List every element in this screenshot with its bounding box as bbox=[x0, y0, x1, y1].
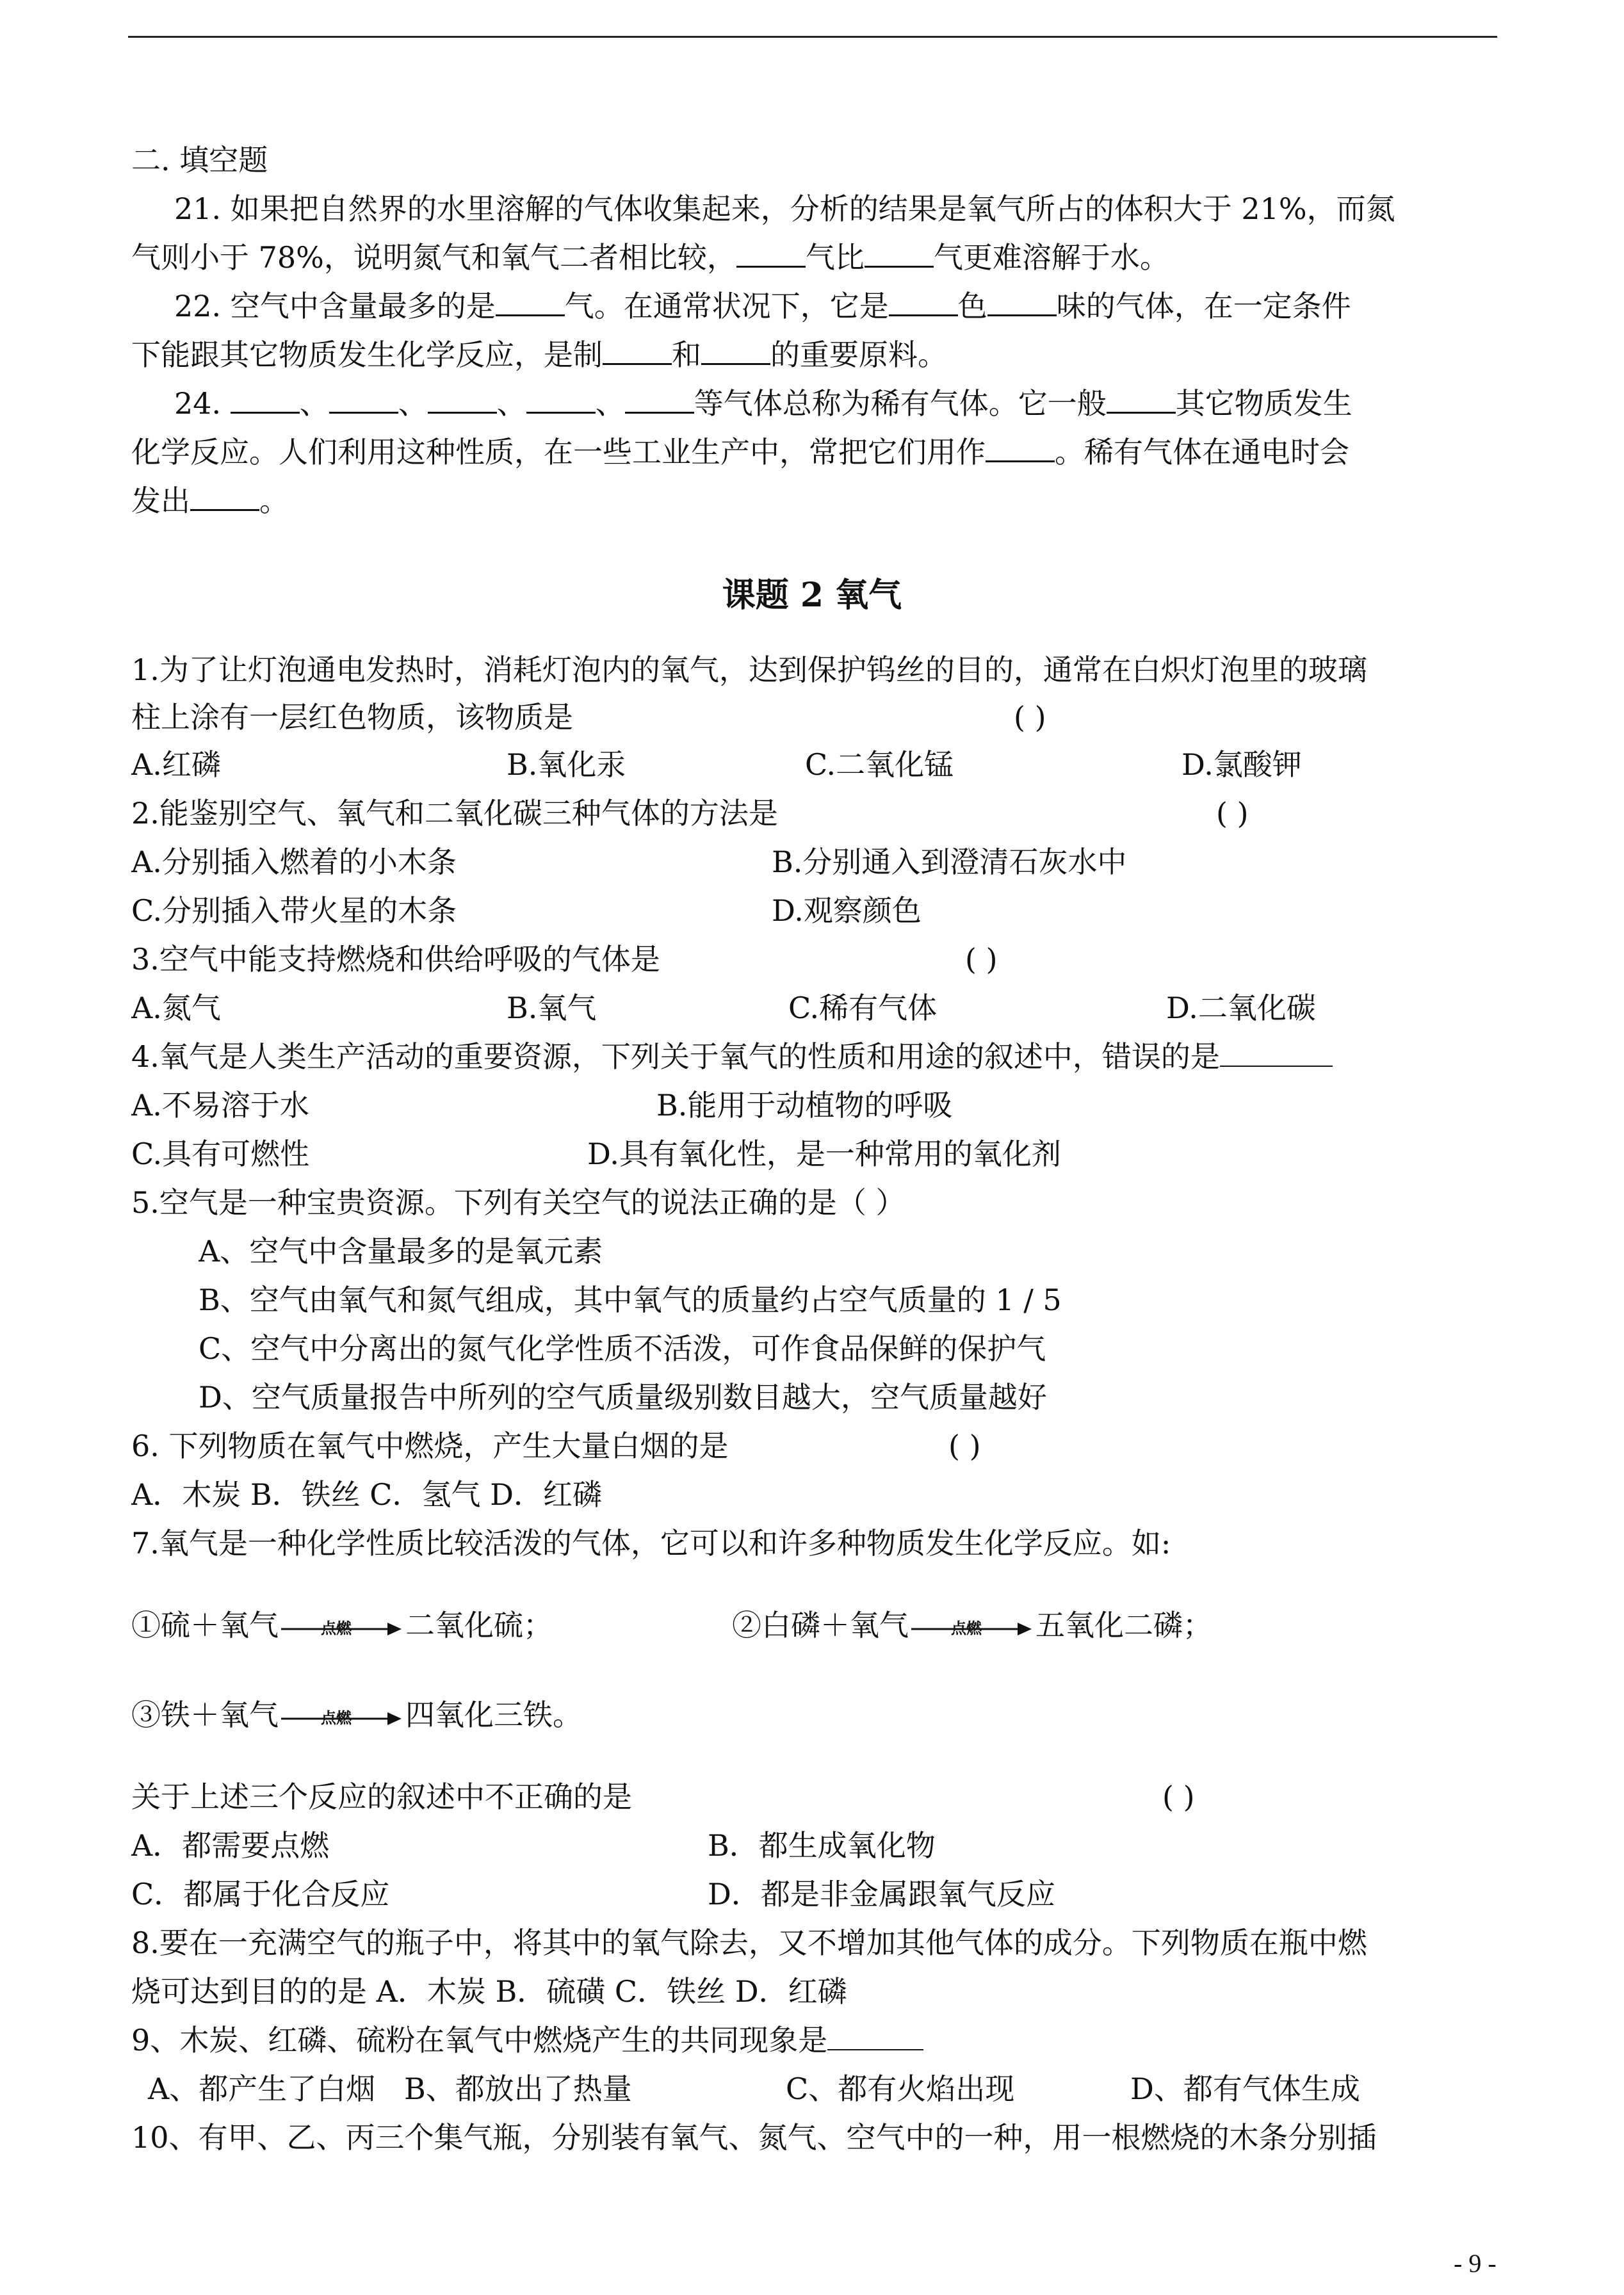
header-rule bbox=[128, 36, 1497, 38]
option-d[interactable]: D.二氧化碳 bbox=[1166, 991, 1316, 1025]
reaction-arrow: 点燃 bbox=[281, 1701, 403, 1733]
question-7-options-ab bbox=[131, 1821, 1502, 1870]
blank[interactable] bbox=[889, 289, 958, 316]
option-a[interactable]: A.氮气 bbox=[131, 991, 221, 1025]
reaction-3: ③铁＋氧气 点燃 四氧化三铁。 bbox=[131, 1698, 582, 1732]
question-24-line-3: 发出 。 bbox=[131, 483, 289, 518]
answer-paren[interactable]: ( ) bbox=[1162, 1780, 1195, 1814]
reaction-row-2 bbox=[131, 1691, 1502, 1739]
question-3-options bbox=[131, 984, 1502, 1032]
question-8-line-2: 烧可达到目的的是 A．木炭 B．硫磺 C．铁丝 D．红磷 bbox=[131, 1974, 847, 2009]
option-c[interactable]: C．都属于化合反应 bbox=[131, 1877, 390, 1911]
option-a[interactable]: A、空气中含量最多的是氧元素 bbox=[199, 1234, 603, 1269]
option-a[interactable]: A.不易溶于水 bbox=[131, 1088, 309, 1123]
option-a[interactable]: A．都需要点燃 bbox=[131, 1828, 330, 1863]
option-b[interactable]: B、都放出了热量 bbox=[404, 2072, 632, 2106]
answer-paren[interactable]: ( ) bbox=[1014, 700, 1046, 734]
question-7-stem: 7.氧气是一种化学性质比较活泼的气体，它可以和许多种物质发生化学反应。如: bbox=[131, 1526, 1171, 1561]
question-21-line-1: 21. 如果把自然界的水里溶解的气体收集起来，分析的结果是氧气所占的体积大于 21%，而氮 bbox=[174, 191, 1395, 226]
question-4-options-cd bbox=[131, 1130, 1502, 1178]
option-b[interactable]: B．都生成氧化物 bbox=[708, 1828, 936, 1863]
option-a[interactable]: A.分别插入燃着的小木条 bbox=[131, 845, 457, 879]
section-heading: 二. 填空题 bbox=[131, 143, 268, 177]
option-d[interactable]: D.氯酸钾 bbox=[1181, 747, 1302, 782]
question-9-options bbox=[131, 2064, 1502, 2113]
reaction-1: ①硫＋氧气 点燃 二氧化硫； bbox=[131, 1608, 553, 1642]
blank[interactable] bbox=[625, 386, 694, 414]
option-d[interactable]: D、都有气体生成 bbox=[1130, 2072, 1360, 2106]
blank[interactable] bbox=[701, 337, 770, 365]
question-9-stem: 9、木炭、红磷、硫粉在氧气中燃烧产生的共同现象是 bbox=[131, 2016, 1502, 2064]
blank[interactable] bbox=[603, 337, 672, 365]
reaction-row-1 bbox=[131, 1601, 1502, 1650]
question-6-stem: 6. 下列物质在氧气中燃烧，产生大量白烟的是 ( ) bbox=[131, 1422, 1502, 1470]
question-22-line-1: 22. 空气中含量最多的是 气。在通常状况下，它是 色 味的气体，在一定条件 bbox=[174, 289, 1351, 323]
option-b[interactable]: B.能用于动植物的呼吸 bbox=[656, 1088, 953, 1123]
blank[interactable] bbox=[987, 289, 1057, 316]
option-d[interactable]: D．都是非金属跟氧气反应 bbox=[708, 1877, 1055, 1911]
reaction-arrow: 点燃 bbox=[911, 1612, 1033, 1644]
option-a[interactable]: A.红磷 bbox=[131, 747, 221, 782]
question-21-line-2: 气则小于 78%，说明氮气和氧气二者相比较， 气比 气更难溶解于水。 bbox=[131, 240, 1169, 275]
question-10-line-1: 10、有甲、乙、丙三个集气瓶，分别装有氧气、氮气、空气中的一种，用一根燃烧的木条分别插 bbox=[131, 2120, 1377, 2155]
reaction-2: ②白磷＋氧气 点燃 五氧化二磷； bbox=[732, 1608, 1212, 1642]
question-7-options-cd bbox=[131, 1870, 1502, 1918]
blank[interactable] bbox=[986, 435, 1055, 462]
blank[interactable] bbox=[496, 289, 565, 316]
question-1-line-1: 1.为了让灯泡通电发热时，消耗灯泡内的氧气，达到保护钨丝的目的，通常在白炽灯泡里的玻璃 bbox=[131, 653, 1367, 687]
question-5-stem: 5.空气是一种宝贵资源。下列有关空气的说法正确的是（ ） bbox=[131, 1185, 905, 1220]
question-1-options bbox=[131, 740, 1502, 789]
question-2-options-cd bbox=[131, 886, 1502, 935]
question-2-stem: 2.能鉴别空气、氧气和二氧化碳三种气体的方法是 ( ) bbox=[131, 789, 1502, 838]
option-b[interactable]: B、空气由氧气和氮气组成，其中氧气的质量约占空气质量的 1 / 5 bbox=[199, 1283, 1062, 1317]
option-d[interactable]: D.具有氧化性，是一种常用的氧化剂 bbox=[587, 1137, 1061, 1171]
question-1-line-2: 柱上涂有一层红色物质，该物质是 ( ) bbox=[131, 693, 1502, 742]
option-a[interactable]: A、都产生了白烟 bbox=[148, 2072, 376, 2106]
option-b[interactable]: B.分别通入到澄清石灰水中 bbox=[772, 845, 1127, 879]
question-4-stem: 4.氧气是人类生产活动的重要资源，下列关于氧气的性质和用途的叙述中，错误的是 bbox=[131, 1032, 1502, 1081]
option-c[interactable]: C.稀有气体 bbox=[788, 991, 938, 1025]
option-c[interactable]: C、空气中分离出的氮气化学性质不活泼，可作食品保鲜的保护气 bbox=[199, 1331, 1046, 1366]
lesson-title: 课题 2 氧气 bbox=[722, 576, 902, 615]
answer-paren[interactable]: ( ) bbox=[965, 942, 998, 977]
blank[interactable] bbox=[526, 386, 596, 414]
page-number: - 9 - bbox=[1454, 2249, 1497, 2278]
blank[interactable] bbox=[736, 240, 806, 268]
question-22-line-2: 下能跟其它物质发生化学反应，是制 和 的重要原料。 bbox=[131, 337, 947, 372]
option-c[interactable]: C.具有可燃性 bbox=[131, 1137, 310, 1171]
blank[interactable] bbox=[1107, 386, 1176, 414]
question-8-line-1: 8.要在一充满空气的瓶子中，将其中的氧气除去，又不增加其他气体的成分。下列物质在瓶中燃 bbox=[131, 1926, 1367, 1960]
blank[interactable] bbox=[231, 386, 300, 414]
question-6-options: A．木炭 B．铁丝 C．氢气 D．红磷 bbox=[131, 1477, 602, 1512]
option-b[interactable]: B.氧化汞 bbox=[507, 747, 626, 782]
blank[interactable] bbox=[827, 2023, 923, 2050]
option-c[interactable]: C.分别插入带火星的木条 bbox=[131, 893, 457, 928]
blank[interactable] bbox=[428, 386, 497, 414]
question-2-options-ab bbox=[131, 838, 1502, 886]
blank[interactable] bbox=[865, 240, 934, 268]
option-d[interactable]: D.观察颜色 bbox=[772, 893, 922, 928]
option-b[interactable]: B.氧气 bbox=[507, 991, 597, 1025]
blank[interactable] bbox=[1220, 1040, 1333, 1067]
question-7-sub-stem: 关于上述三个反应的叙述中不正确的是 ( ) bbox=[131, 1772, 1502, 1821]
answer-paren[interactable]: ( ) bbox=[1216, 796, 1249, 831]
question-3-stem: 3.空气中能支持燃烧和供给呼吸的气体是 ( ) bbox=[131, 935, 1502, 984]
reaction-arrow: 点燃 bbox=[281, 1612, 403, 1644]
question-24-line-2: 化学反应。人们利用这种性质，在一些工业生产中，常把它们用作 。稀有气体在通电时会 bbox=[131, 435, 1349, 469]
blank[interactable] bbox=[190, 483, 259, 511]
blank[interactable] bbox=[329, 386, 398, 414]
option-d[interactable]: D、空气质量报告中所列的空气质量级别数目越大，空气质量越好 bbox=[199, 1380, 1047, 1415]
question-24-line-1: 24. 、 、 、 、 等气体总称为稀有气体。它一般 其它物质发生 bbox=[174, 386, 1352, 421]
option-c[interactable]: C、都有火焰出现 bbox=[786, 2072, 1015, 2106]
option-c[interactable]: C.二氧化锰 bbox=[805, 747, 954, 782]
question-4-options-ab bbox=[131, 1081, 1502, 1130]
answer-paren[interactable]: ( ) bbox=[948, 1429, 981, 1463]
